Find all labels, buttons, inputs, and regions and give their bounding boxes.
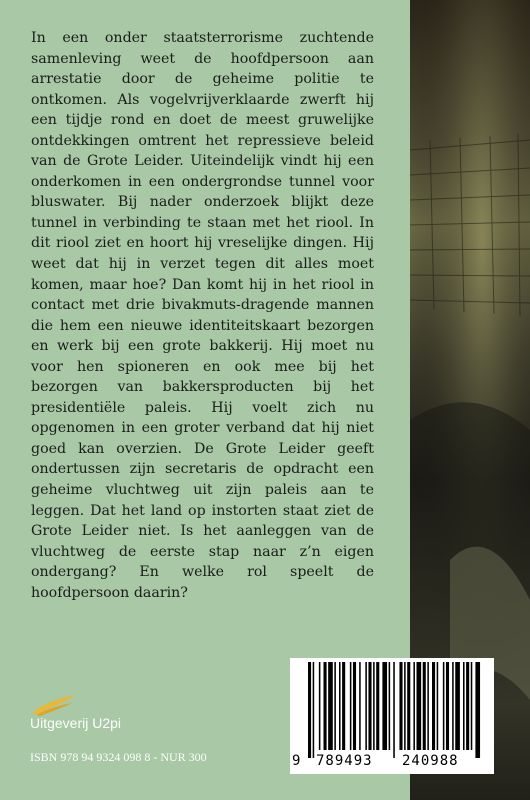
barcode-bar [475, 662, 480, 758]
barcode-bar [328, 662, 333, 750]
barcode-bar [443, 662, 445, 750]
barcode-bar [393, 662, 395, 758]
barcode-number [290, 753, 494, 771]
barcode-bar [308, 662, 311, 758]
barcode-bar [455, 662, 460, 750]
barcode-bar [376, 662, 379, 750]
barcode-bar [417, 662, 422, 750]
barcode-bar [452, 662, 454, 750]
barcode-bar [339, 662, 341, 750]
publisher-logo [30, 693, 140, 743]
isbn-barcode [290, 658, 494, 774]
barcode-bar [427, 662, 429, 750]
barcode-bar [324, 662, 327, 750]
barcode-bar [471, 662, 473, 750]
barcode-bar [466, 662, 469, 750]
barcode-bar [382, 662, 387, 750]
barcode-bar [313, 662, 315, 758]
barcode-bar [319, 662, 321, 750]
barcode-bar [350, 662, 352, 750]
barcode-bar [342, 662, 345, 750]
barcode-bar [373, 662, 375, 750]
barcode-bar [423, 662, 426, 750]
barcode-bar [353, 662, 356, 750]
blurb-text: In een onder staatsterrorisme zuchtende samenleving weet de hoofdpersoon aan arrestatie door de geheime politie te ontkomen. Als vogelvrijverklaarde zwerft hij een tijdje rond en doet de meest gruwelijke ontdekkingen omtrent het repressieve beleid van de Grote Leider. Uiteindelijk vindt hij een onderkomen in een ondergrondse tunnel voor bluswater. Bij nader onderzoek blijkt deze tunnel in verbinding te staan met het riool. In dit riool ziet en hoort hij vreselijke dingen. Hij weet dat hij in verzet tegen dit alles moet komen, maar hoe? Dan komt hij in het riool in contact met drie bivakmuts-dragende mannen die hem een nieuwe identiteitskaart bezorgen en werk bij een grote bakkerij. Hij moet nu voor hen spioneren en ook mee bij het bezorgen van bakkersproducten bij het presidentiële paleis. Hij voelt zich nu opgenomen in een groter verband dat hij niet goed kan overzien. De Grote Leider geeft ondertussen zijn secretaris de opdracht een geheime vluchtweg uit zijn paleis aan te leggen. Dat het land op instorten staat ziet de Grote Leider niet. Is het aanleggen van de vluchtweg de eerste stap naar z’n eigen ondergang? En welke rol speelt de hoofdpersoon daarin? [31, 30, 374, 601]
barcode-bar [359, 662, 361, 750]
barcode-bar [463, 662, 465, 750]
barcode-bar [399, 662, 402, 750]
wing-icon [30, 693, 78, 717]
barcode-bar [334, 662, 336, 750]
barcode-bar [432, 662, 435, 750]
barcode-bar [407, 662, 410, 750]
barcode-first-digit: 9 [292, 753, 301, 769]
barcode-bar [389, 662, 391, 750]
barcode-bar [437, 662, 439, 750]
isbn-line: ISBN 978 94 9324 098 8 - NUR 300 [30, 750, 207, 764]
barcode-bar [404, 662, 406, 750]
publisher-name: Uitgeverij U2pi [30, 715, 122, 731]
barcode-bar [365, 662, 367, 750]
barcode-left-group: 789493 [316, 753, 373, 769]
barcode-bar [413, 662, 415, 750]
barcode-bar [368, 662, 371, 750]
barcode-right-group: 240988 [402, 753, 459, 769]
barcode-bar [446, 662, 449, 750]
